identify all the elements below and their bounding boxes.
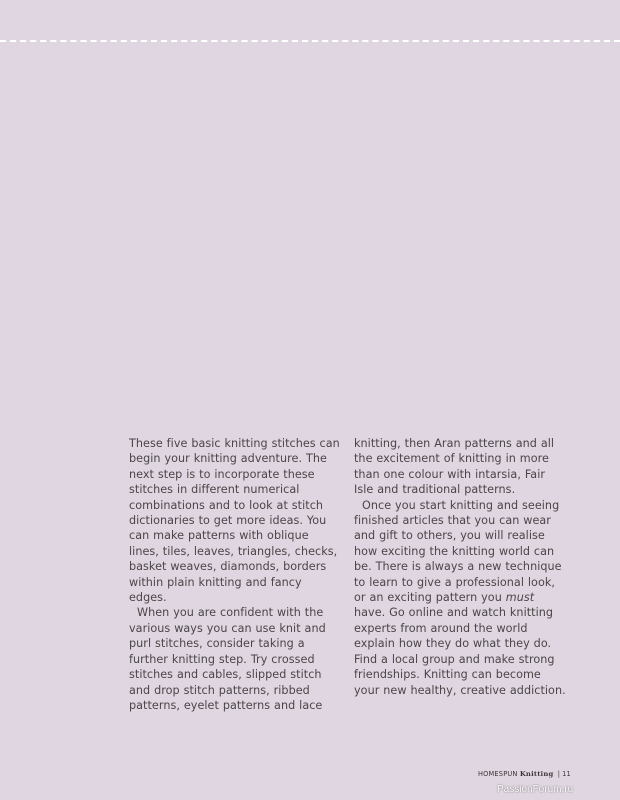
footer-separator: |: [557, 770, 561, 778]
paragraph-text: have. Go online and watch knitting experts from around the world explain how they do what they do. Find a local group and make strong friendships. Knitting can become your new healthy, creative addiction.: [354, 606, 566, 697]
paragraph: These five basic knitting stitches can begin your knitting adventure. The next step is to incorporate these stitches in different numerical combinations and to look at stitch dictionaries to get more ideas. You can make patterns with oblique lines, tiles, leaves, triangles, checks, basket weaves, diamonds, borders within plain knitting and fancy edges.: [129, 437, 340, 605]
paragraph: [354, 498, 566, 698]
magazine-section: Knitting: [519, 770, 554, 778]
page-number: 11: [562, 770, 571, 778]
page-footer: [478, 770, 571, 778]
paragraph: knitting, then Aran patterns and all the excitement of knitting in more than one colour with intarsia, Fair Isle and traditional patterns.: [354, 437, 555, 497]
article-column-right: [354, 436, 566, 698]
magazine-brand: HOMESPUN: [478, 770, 518, 778]
watermark-text: PassionForum.ru: [497, 784, 574, 795]
dashed-divider-line: [0, 40, 620, 42]
article-column-left: [129, 436, 341, 713]
emphasis-text: must: [505, 591, 535, 605]
paragraph-text: Once you start knitting and seeing finished articles that you can wear and gift to others, you will realise how exciting the knitting world can be. There is always a new technique to learn to give a professional look, or an exciting pattern you: [354, 498, 562, 605]
paragraph: When you are confident with the various ways you can use knit and purl stitches, consider taking a further knitting step. Try crossed stitches and cables, slipped stitch and drop stitch patterns, ribbed patterns, eyelet patterns and lace: [129, 606, 326, 712]
